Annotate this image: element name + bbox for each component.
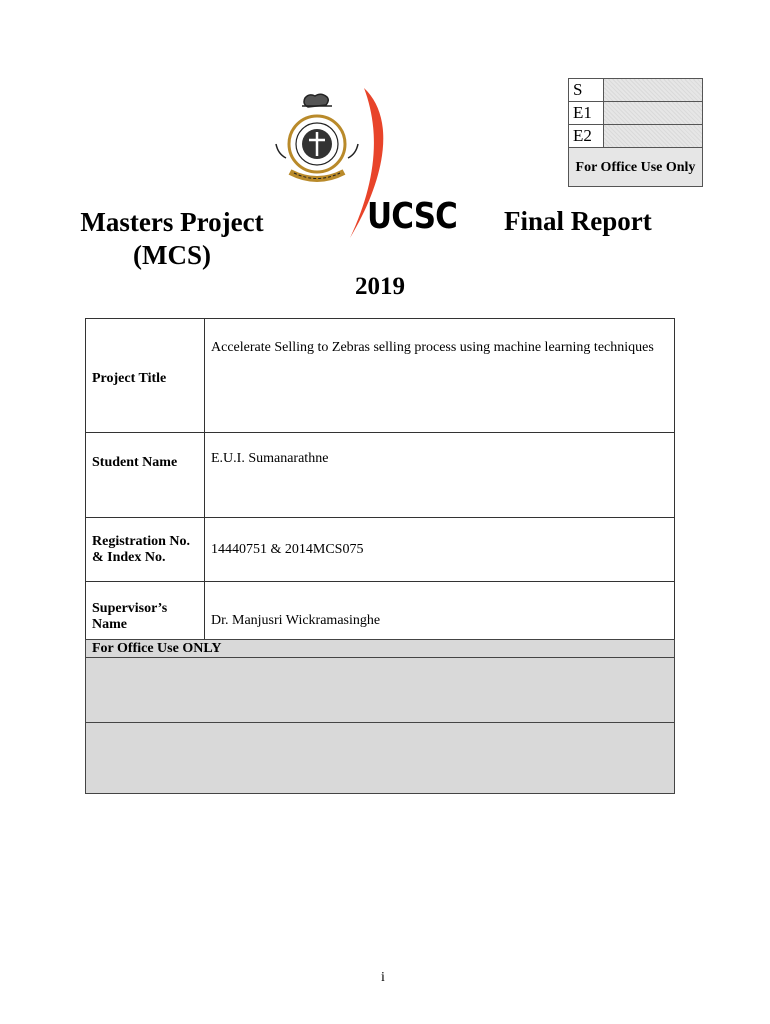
table-row [86, 518, 675, 582]
office-use-note: For Office Use Only [569, 148, 703, 187]
table-row [86, 319, 675, 433]
office-use-title: For Office Use ONLY [86, 640, 675, 658]
registration-value: 14440751 & 2014MCS075 [205, 518, 675, 582]
report-year: 2019 [355, 273, 405, 300]
office-grade-box [568, 78, 703, 187]
grade-cell-e1 [604, 102, 703, 125]
office-use-field-2 [86, 723, 675, 794]
page-number: i [381, 970, 385, 985]
office-use-section [85, 639, 675, 794]
grade-row-e2: E2 [569, 125, 604, 148]
grade-row-s: S [569, 79, 604, 102]
student-name-value: E.U.I. Sumanarathne [205, 433, 675, 518]
supervisor-label: Supervisor’s Name [86, 582, 205, 652]
grade-cell-e2 [604, 125, 703, 148]
student-name-label: Student Name [86, 433, 205, 518]
supervisor-value: Dr. Manjusri Wickramasinghe [205, 582, 675, 652]
office-use-field-1 [86, 658, 675, 723]
page-title-left: Masters Project (MCS) [80, 207, 264, 270]
project-details-table [85, 318, 675, 652]
grade-row-e1: E1 [569, 102, 604, 125]
project-title-label: Project Title [86, 319, 205, 433]
grade-cell-s [604, 79, 703, 102]
page-title-right: Final Report [504, 206, 652, 236]
table-row [86, 433, 675, 518]
ucsc-logo-text: UCSC [367, 196, 458, 237]
project-title-value: Accelerate Selling to Zebras selling process using machine learning techniques [205, 319, 675, 433]
registration-label: Registration No. & Index No. [86, 518, 205, 582]
